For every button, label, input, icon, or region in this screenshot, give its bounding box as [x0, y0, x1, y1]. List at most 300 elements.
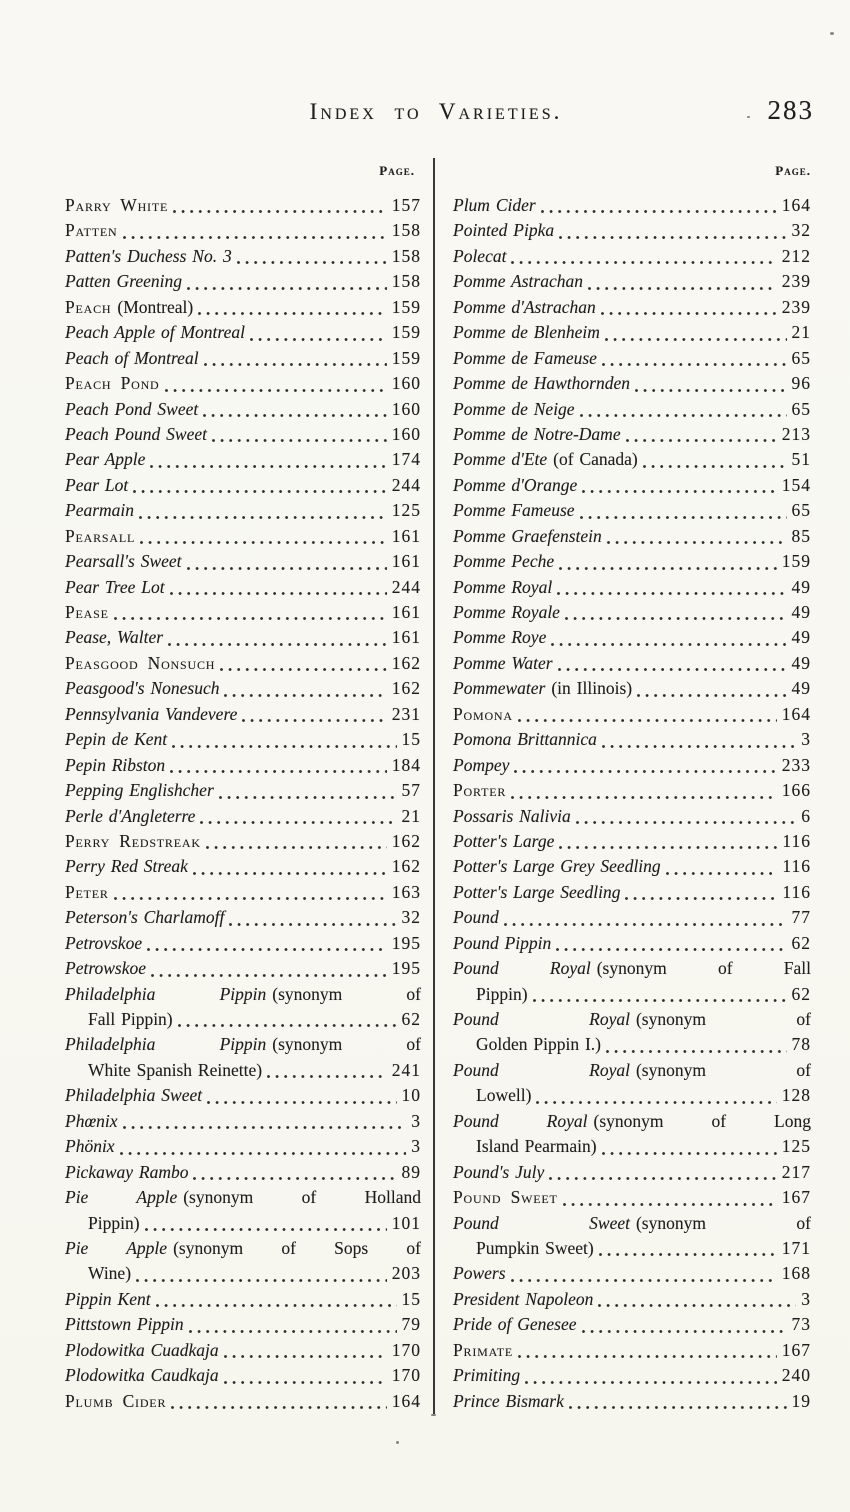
entry-page-number: 244 — [391, 474, 421, 495]
index-entry-line — [65, 244, 421, 269]
variety-name: Pease, Walter — [65, 627, 164, 648]
variety-name-suffix: (synonym of Holland — [183, 1187, 421, 1208]
index-entry-line — [65, 524, 421, 549]
variety-name: Pippin Kent — [65, 1288, 151, 1309]
index-entry-line — [65, 854, 421, 879]
index-entry-line — [453, 473, 811, 498]
index-entry-line — [65, 778, 421, 803]
variety-name-suffix: (synonym of — [272, 983, 421, 1004]
variety-name: Fall Pippin) — [88, 1009, 173, 1029]
dot-leader — [203, 414, 387, 417]
entry-page-number: 163 — [391, 881, 421, 902]
page-number: 283 — [767, 95, 814, 125]
index-entry-line — [453, 1211, 811, 1236]
dot-leader — [559, 846, 777, 849]
page-label-right: Page. — [775, 163, 811, 178]
entry-page-number: 65 — [791, 347, 811, 368]
variety-name: Pound Sweet — [453, 1187, 558, 1208]
dot-leader — [518, 1355, 777, 1358]
entry-page-number: 164 — [391, 1390, 421, 1411]
index-entry-line — [453, 295, 811, 320]
variety-name: Peach of Montreal — [65, 347, 199, 368]
variety-name: Pepin de Kent — [65, 729, 168, 750]
variety-name: President Napoleon — [453, 1288, 594, 1309]
index-entry-line — [453, 727, 811, 752]
index-entry-line — [65, 1236, 421, 1261]
index-entry-line — [453, 651, 811, 676]
index-entry-line — [453, 1134, 811, 1159]
dot-leader — [204, 363, 387, 366]
index-entry-line — [65, 956, 421, 981]
dot-leader — [601, 312, 777, 315]
entry-page-number: 164 — [781, 195, 811, 215]
dot-leader — [511, 261, 776, 264]
entry-page-number: 217 — [781, 1161, 811, 1182]
entry-page-number: 15 — [401, 1288, 421, 1309]
index-entry-line — [65, 982, 421, 1007]
entry-page-number: 49 — [791, 576, 811, 597]
index-entry-line — [65, 371, 421, 396]
dot-leader — [598, 1304, 796, 1307]
dot-leader — [250, 338, 387, 341]
index-entry-line — [453, 193, 811, 218]
dot-leader — [171, 1406, 387, 1409]
index-entry-line — [453, 1287, 811, 1312]
dot-leader — [189, 1330, 397, 1333]
index-entry-line — [65, 1032, 421, 1057]
index-entry-line — [453, 1032, 811, 1057]
index-entry-line — [453, 218, 811, 243]
index-entry-line — [453, 549, 811, 574]
variety-name: Philadelphia Pippin — [65, 983, 267, 1004]
index-entry-line — [453, 956, 811, 981]
dot-leader — [580, 516, 787, 519]
dot-leader — [525, 1381, 777, 1384]
index-entry-line — [453, 804, 811, 829]
entry-page-number: 77 — [791, 907, 811, 928]
dot-leader — [643, 465, 787, 468]
index-entry-line — [453, 244, 811, 269]
dot-leader — [123, 1126, 407, 1129]
index-entry-line — [453, 575, 811, 600]
page-title: Index to Varieties. — [309, 99, 563, 124]
dot-leader — [602, 363, 787, 366]
variety-name-suffix: (in Illinois) — [551, 678, 633, 699]
variety-name: Pear Tree Lot — [65, 576, 165, 597]
variety-name-suffix: (Montreal) — [117, 296, 194, 317]
index-entry-line — [453, 320, 811, 345]
dot-leader — [207, 1101, 396, 1104]
dot-leader — [140, 541, 387, 544]
index-entry-line — [65, 473, 421, 498]
dot-leader — [212, 439, 387, 442]
variety-name: Pickaway Rambo — [65, 1161, 189, 1182]
dot-leader — [224, 1355, 387, 1358]
variety-name: Pomme Royale — [453, 602, 560, 622]
dot-leader — [267, 1075, 387, 1078]
entry-page-number: 3 — [411, 1136, 421, 1157]
dot-leader — [151, 974, 387, 977]
variety-name: Petrovskoe — [65, 932, 143, 953]
variety-name: Pomme Royal — [453, 576, 553, 597]
variety-name: Pommewater — [453, 678, 546, 699]
dot-leader — [172, 745, 396, 748]
entry-page-number: 166 — [781, 780, 811, 801]
dot-leader — [549, 1177, 776, 1180]
index-entry-line — [453, 269, 811, 294]
dot-leader — [551, 643, 786, 646]
dot-leader — [635, 389, 786, 392]
variety-name: Pie Apple — [65, 1187, 178, 1208]
entry-page-number: 161 — [391, 525, 421, 546]
index-entry-line — [453, 625, 811, 650]
variety-name: Pound's July — [453, 1161, 545, 1182]
variety-name: Pound Sweet — [453, 1212, 630, 1233]
page-label-left: Page. — [379, 163, 415, 178]
variety-name: Pearmain — [65, 500, 135, 521]
index-entry-line — [453, 982, 811, 1007]
entry-page-number: 161 — [391, 627, 421, 648]
variety-name: Pound Royal — [453, 1110, 588, 1131]
dot-leader — [563, 1203, 777, 1206]
entry-page-number: 21 — [791, 322, 811, 343]
entry-page-number: 212 — [781, 245, 811, 266]
index-entry-line — [453, 397, 811, 422]
index-entry-line — [65, 320, 421, 345]
index-entry-line — [65, 1389, 421, 1414]
dot-leader — [565, 617, 787, 620]
index-entry-line — [65, 905, 421, 930]
variety-name: Pomme de Fameuse — [453, 347, 597, 368]
index-entry-line — [453, 1261, 811, 1286]
dot-leader — [187, 567, 387, 570]
variety-name: Pomme Graefenstein — [453, 525, 602, 546]
variety-name: Pomme d'Astrachan — [453, 296, 596, 317]
index-entry-line — [453, 447, 811, 472]
dot-leader — [541, 210, 777, 213]
dot-leader — [625, 897, 777, 900]
index-entry-line — [453, 1312, 811, 1337]
variety-name-suffix: (of Canada) — [553, 449, 638, 470]
entry-page-number: 62 — [791, 983, 811, 1004]
dot-leader — [242, 719, 386, 722]
variety-name: Pomme d'Ete — [453, 449, 548, 470]
variety-name: Pomme Fameuse — [453, 500, 575, 521]
variety-name: Philadelphia Pippin — [65, 1034, 267, 1055]
entry-page-number: 157 — [391, 195, 421, 215]
entry-page-number: 160 — [391, 398, 421, 419]
entry-page-number: 3 — [801, 729, 811, 750]
entry-page-number: 116 — [782, 830, 811, 851]
dot-leader — [511, 796, 777, 799]
variety-name: Pound Royal — [453, 958, 591, 979]
entry-page-number: 89 — [401, 1161, 421, 1182]
variety-name: Pompey — [453, 754, 510, 775]
dot-leader — [582, 490, 776, 493]
dot-leader — [136, 1279, 387, 1282]
dot-leader — [139, 516, 387, 519]
entry-page-number: 203 — [391, 1263, 421, 1284]
column-divider-rule — [433, 158, 435, 1414]
index-entry-line — [65, 1058, 421, 1083]
variety-name: Pomme Peche — [453, 551, 555, 572]
variety-name: Pound Royal — [453, 1059, 630, 1080]
entry-page-number: 164 — [781, 703, 811, 724]
index-entry-line — [65, 575, 421, 600]
entry-page-number: 239 — [781, 296, 811, 317]
dot-leader — [206, 846, 387, 849]
dot-leader — [607, 541, 787, 544]
variety-name: Pomme de Neige — [453, 398, 575, 419]
dot-leader — [220, 668, 387, 671]
entry-page-number: 213 — [781, 423, 811, 444]
index-entry-line — [453, 854, 811, 879]
variety-name: Pennsylvania Vandevere — [65, 703, 238, 724]
dot-leader — [145, 1228, 387, 1231]
variety-name: Polecat — [453, 245, 507, 266]
dot-leader — [602, 745, 796, 748]
dot-leader — [147, 948, 387, 951]
variety-name: Pomme de Hawthornden — [453, 373, 631, 394]
variety-name: Golden Pippin I.) — [476, 1034, 602, 1055]
entry-page-number: 96 — [791, 373, 811, 394]
entry-page-number: 162 — [391, 652, 421, 673]
variety-name: Pomme d'Orange — [453, 474, 578, 495]
entry-page-number: 174 — [391, 449, 421, 470]
dot-leader — [514, 770, 776, 773]
variety-name: Pearsall's Sweet — [65, 551, 182, 572]
entry-page-number: 184 — [391, 754, 421, 775]
index-entry-line — [65, 447, 421, 472]
index-entry-line — [65, 1007, 421, 1032]
entry-page-number: 101 — [391, 1212, 421, 1233]
index-entry-line — [453, 1338, 811, 1363]
index-entry-line — [453, 422, 811, 447]
entry-page-number: 162 — [391, 678, 421, 699]
variety-name: Potter's Large — [453, 830, 555, 851]
variety-name: Peach Pond — [65, 373, 160, 394]
variety-name: Plum Cider — [453, 195, 536, 215]
dot-leader — [582, 1330, 787, 1333]
variety-name: Potter's Large Grey Seedling — [453, 856, 661, 877]
entry-page-number: 19 — [791, 1390, 811, 1411]
entry-page-number: 125 — [391, 500, 421, 521]
entry-page-number: 240 — [781, 1365, 811, 1386]
dot-leader — [114, 617, 387, 620]
dot-leader — [605, 338, 787, 341]
variety-name: Pie Apple — [65, 1237, 168, 1258]
dot-leader — [178, 1024, 397, 1027]
variety-name: Plodowitka Cuadkaja — [65, 1339, 219, 1360]
dot-leader — [576, 821, 797, 824]
index-entry-line — [65, 422, 421, 447]
entry-page-number: 231 — [391, 703, 421, 724]
dot-leader — [193, 872, 387, 875]
variety-name: Pomme Astrachan — [453, 271, 583, 292]
entry-page-number: 170 — [391, 1339, 421, 1360]
dot-leader — [133, 490, 387, 493]
entry-page-number: 49 — [791, 602, 811, 622]
dot-leader — [558, 668, 787, 671]
variety-name: Peach Apple of Montreal — [65, 322, 245, 343]
index-entry-line — [453, 524, 811, 549]
dot-leader — [198, 312, 387, 315]
entry-page-number: 195 — [391, 958, 421, 979]
index-entry-line — [453, 1007, 811, 1032]
index-entry-line — [453, 702, 811, 727]
variety-name: Pear Apple — [65, 449, 146, 470]
dot-leader — [165, 389, 387, 392]
index-entry-line — [65, 880, 421, 905]
dot-leader — [150, 465, 386, 468]
entry-page-number: 85 — [791, 525, 811, 546]
entry-page-number: 158 — [391, 245, 421, 266]
entry-page-number: 62 — [401, 1009, 421, 1029]
variety-name: Perry Red Streak — [65, 856, 188, 877]
variety-name: Patten — [65, 220, 118, 241]
dot-leader — [123, 236, 387, 239]
entry-page-number: 159 — [391, 322, 421, 343]
index-entry-line — [65, 727, 421, 752]
variety-name: Peach Pond Sweet — [65, 398, 199, 419]
index-entry-line — [453, 676, 811, 701]
index-entry-line — [65, 1312, 421, 1337]
variety-name: Pomme de Blenheim — [453, 322, 600, 343]
variety-name-suffix: (synonym of — [635, 1212, 811, 1233]
entry-page-number: 51 — [791, 449, 811, 470]
index-entry-line — [65, 1109, 421, 1134]
dot-leader — [504, 923, 787, 926]
entry-page-number: 49 — [791, 678, 811, 699]
variety-name: Pumpkin Sweet) — [476, 1237, 594, 1258]
scan-speck — [396, 1441, 399, 1444]
entry-page-number: 162 — [391, 856, 421, 877]
index-entry-line — [65, 1185, 421, 1210]
entry-page-number: 3 — [411, 1110, 421, 1131]
dot-leader — [588, 287, 777, 290]
entry-page-number: 159 — [391, 347, 421, 368]
index-column-left — [65, 193, 421, 1414]
index-entry-line — [65, 269, 421, 294]
variety-name: Peterson's Charlamoff — [65, 907, 225, 928]
index-entry-line — [453, 753, 811, 778]
entry-page-number: 168 — [781, 1263, 811, 1284]
dot-leader — [569, 1406, 787, 1409]
dot-leader — [559, 236, 786, 239]
variety-name: Philadelphia Sweet — [65, 1085, 203, 1106]
entry-page-number: 158 — [391, 220, 421, 241]
dot-leader — [170, 770, 387, 773]
index-entry-line — [65, 804, 421, 829]
variety-name: Pomme Water — [453, 652, 553, 673]
variety-name-suffix: (synonym of Sops of — [173, 1237, 422, 1258]
variety-name: Prince Bismark — [453, 1390, 564, 1411]
index-entry-line — [453, 829, 811, 854]
entry-page-number: 3 — [801, 1288, 811, 1309]
variety-name-suffix: (synonym of — [272, 1034, 421, 1055]
variety-name: Phœnix — [65, 1110, 118, 1131]
index-entry-line — [453, 931, 811, 956]
variety-name-suffix: (synonym of Long — [593, 1110, 811, 1131]
variety-name: Pittstown Pippin — [65, 1314, 184, 1335]
entry-page-number: 241 — [391, 1059, 421, 1080]
entry-page-number: 65 — [791, 500, 811, 521]
entry-page-number: 167 — [781, 1187, 811, 1208]
variety-name: Pound Pippin — [453, 932, 552, 953]
dot-leader — [559, 567, 777, 570]
variety-name: Potter's Large Seedling — [453, 881, 621, 902]
entry-page-number: 6 — [801, 805, 811, 826]
index-entry-line — [65, 931, 421, 956]
dot-leader — [168, 643, 387, 646]
entry-page-number: 239 — [781, 271, 811, 292]
dot-leader — [518, 719, 777, 722]
variety-name: Peter — [65, 881, 109, 902]
variety-name: Pomme de Notre-Dame — [453, 423, 621, 444]
dot-leader — [224, 1381, 387, 1384]
dot-leader — [580, 414, 787, 417]
index-entry-line — [65, 1287, 421, 1312]
index-entry-line — [65, 498, 421, 523]
index-entry-line — [65, 753, 421, 778]
variety-name: Perry Redstreak — [65, 830, 201, 851]
entry-page-number: 78 — [791, 1034, 811, 1055]
variety-name: Pound Royal — [453, 1009, 630, 1029]
variety-name: Porter — [453, 780, 507, 801]
entry-page-number: 160 — [391, 423, 421, 444]
dot-leader — [187, 287, 387, 290]
variety-name: Lowell) — [476, 1085, 532, 1106]
variety-name: White Spanish Reinette) — [88, 1059, 263, 1080]
dot-leader — [237, 261, 387, 264]
scan-speck — [830, 32, 834, 35]
dot-leader — [637, 694, 786, 697]
entry-page-number: 171 — [781, 1237, 811, 1258]
index-column-right — [453, 193, 811, 1414]
entry-page-number: 154 — [781, 474, 811, 495]
index-entry-line — [453, 1058, 811, 1083]
index-entry-line — [453, 1185, 811, 1210]
index-entry-line — [65, 600, 421, 625]
index-entry-line — [65, 193, 421, 218]
variety-name-suffix: (synonym of — [635, 1059, 811, 1080]
variety-name: Perle d'Angleterre — [65, 805, 196, 826]
entry-page-number: 49 — [791, 627, 811, 648]
index-entry-line — [453, 498, 811, 523]
entry-page-number: 159 — [781, 551, 811, 572]
variety-name: Pepin Ribston — [65, 754, 166, 775]
dot-leader — [114, 897, 387, 900]
variety-name: Peach Pound Sweet — [65, 423, 207, 444]
entry-page-number: 62 — [791, 932, 811, 953]
dot-leader — [536, 1101, 776, 1104]
dot-leader — [511, 1279, 777, 1282]
index-entry-line — [65, 1363, 421, 1388]
index-entry-line — [453, 778, 811, 803]
dot-leader — [557, 592, 786, 595]
entry-page-number: 162 — [391, 830, 421, 851]
dot-leader — [626, 439, 777, 442]
index-entry-line — [65, 549, 421, 574]
variety-name: Peasgood's Nonesuch — [65, 678, 220, 699]
variety-name: Powers — [453, 1263, 506, 1284]
index-entry-line — [453, 346, 811, 371]
entry-page-number: 160 — [391, 373, 421, 394]
variety-name: Possaris Nalivia — [453, 805, 571, 826]
variety-name: Pomona Brittannica — [453, 729, 597, 750]
variety-name: Wine) — [88, 1263, 132, 1284]
entry-page-number: 244 — [391, 576, 421, 597]
